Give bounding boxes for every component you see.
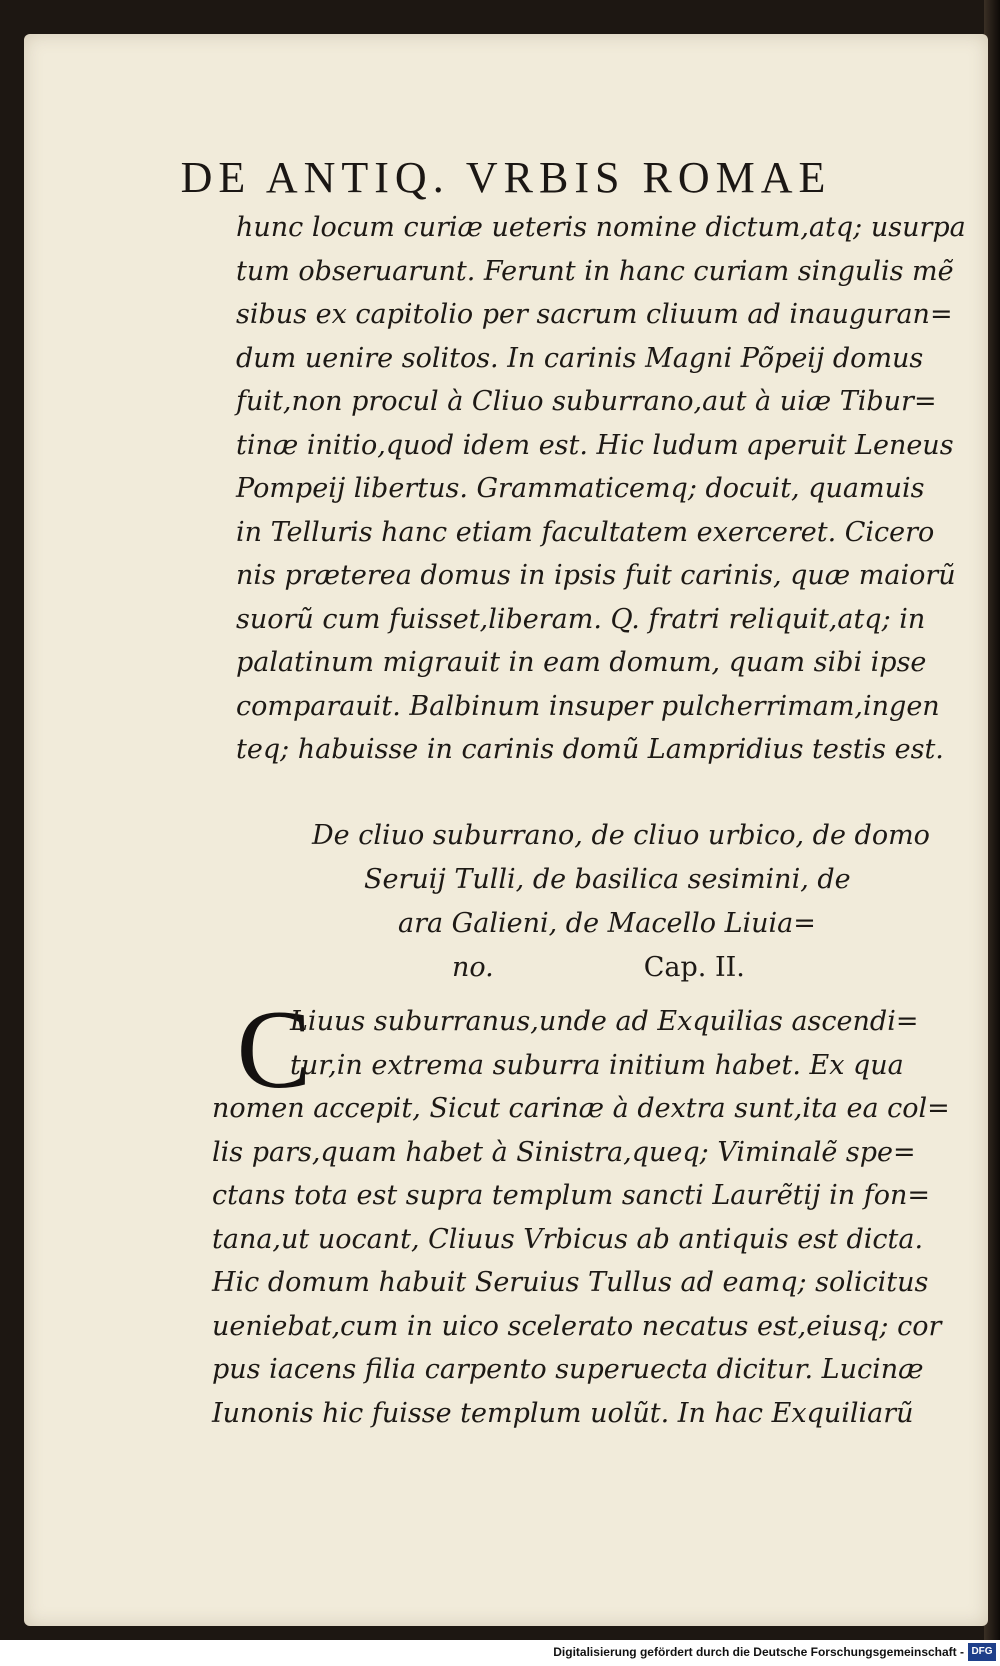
running-head: DE ANTIQ. VRBIS ROMAE — [180, 153, 832, 202]
chapter-heading-line: De cliuo suburrano, de cliuo urbico, de domo — [312, 820, 930, 851]
chapter-heading-line: ara Galieni, de Macello Liuia= — [398, 908, 816, 939]
text-line: fuit,non procul à Cliuo suburrano,aut à uiæ Tibur= — [236, 386, 937, 417]
chapter-number: Cap. II. — [643, 952, 745, 983]
text-line: hunc locum curiæ ueteris nomine dictum,atq; usurpa — [236, 212, 966, 243]
text-line: in Telluris hanc etiam facultatem exerceret. Cicero — [236, 516, 935, 548]
text-line: pus iacens filia carpento superuecta dicitur. Lucinæ — [212, 1354, 924, 1385]
text-line: tana,ut uocant, Cliuus Vrbicus ab antiquis est dicta. — [212, 1223, 924, 1255]
text-line: Pompeij libertus. Grammaticemq; docuit, quamuis — [236, 473, 925, 504]
text-line: Liuus suburranus,unde ad Exquilias ascendi= — [290, 1006, 919, 1037]
text-line: tur,in extrema suburra initium habet. Ex qua — [290, 1049, 904, 1081]
text-line: nis præterea domus in ipsis fuit carinis, quæ maiorũ — [236, 560, 956, 591]
text-line: suorũ cum fuisset,liberam. Q. fratri reliquit,atq; in — [236, 603, 926, 635]
text-line: Hic domum habuit Seruius Tullus ad eamq; solicitus — [212, 1267, 929, 1298]
chapter-heading-line-last — [236, 946, 976, 990]
chapter-heading — [236, 814, 976, 990]
text-line: ueniebat,cum in uico scelerato necatus est,eiusq; cor — [212, 1310, 942, 1342]
text-line: nomen accepit, Sicut carinæ à dextra sunt,ita ea col= — [212, 1093, 950, 1124]
text-line: palatinum migrauit in eam domum, quam sibi ipse — [236, 647, 927, 678]
text-line: tinæ initio,quod idem est. Hic ludum aperuit Leneus — [236, 429, 954, 461]
text-line: teq; habuisse in carinis domũ Lampridius testis est. — [236, 734, 944, 765]
text-line: lis pars,quam habet à Sinistra,queq; Viminalẽ spe= — [212, 1136, 916, 1168]
chapter-heading-line: Seruij Tulli, de basilica sesimini, de — [364, 864, 851, 895]
text-line: ctans tota est supra templum sancti Laurẽtij in fon= — [212, 1180, 930, 1211]
text-line: Iunonis hic fuisse templum uolũt. In hac Exquiliarũ — [212, 1397, 914, 1429]
text-line: sibus ex capitolio per sacrum cliuum ad inauguran= — [236, 299, 953, 330]
first-paragraph — [236, 206, 976, 772]
text-line: dum uenire solitos. In carinis Magni Põpeij domus — [236, 342, 924, 374]
chapter-heading-end: no. — [452, 952, 494, 983]
dfg-logo: DFG — [968, 1643, 996, 1661]
second-paragraph — [212, 988, 952, 1435]
drop-cap-initial: C — [236, 988, 312, 1112]
text-line: tum obseruarunt. Ferunt in hanc curiam singulis mẽ — [236, 255, 954, 287]
text-line: comparauit. Balbinum insuper pulcherrimam,ingen — [236, 690, 940, 722]
funding-credit: Digitalisierung gefördert durch die Deutsche Forschungsgemeinschaft - — [553, 1645, 964, 1659]
